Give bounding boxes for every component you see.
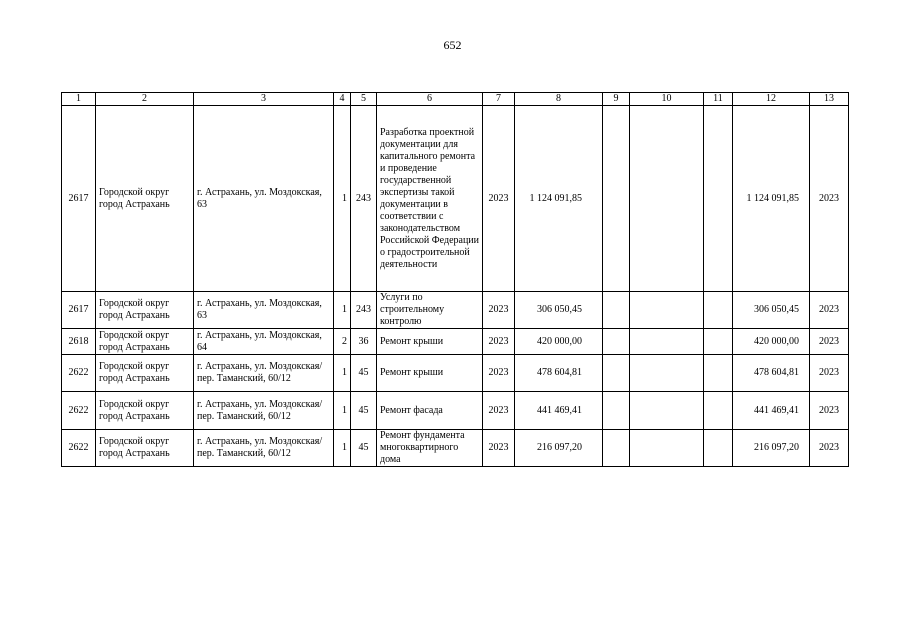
col-4-value: 1 [334, 292, 351, 329]
work-type: Ремонт фасада [377, 392, 483, 430]
column-number: 2 [96, 93, 194, 106]
col-11-value [704, 355, 733, 392]
address: г. Астрахань, ул. Моздокская, 64 [194, 329, 334, 355]
year-end: 2023 [810, 430, 849, 467]
address: г. Астрахань, ул. Моздокская/ пер. Таманский, 60/12 [194, 355, 334, 392]
column-number: 10 [630, 93, 704, 106]
table-row [62, 355, 849, 392]
column-number: 3 [194, 93, 334, 106]
column-number: 11 [704, 93, 733, 106]
row-id: 2617 [62, 106, 96, 292]
col-11-value [704, 292, 733, 329]
amount: 1 124 091,85 [515, 106, 603, 292]
col-10-value [630, 355, 704, 392]
total-amount: 1 124 091,85 [733, 106, 810, 292]
col-11-value [704, 430, 733, 467]
col-10-value [630, 430, 704, 467]
year: 2023 [483, 106, 515, 292]
capital-repair-table [61, 92, 849, 467]
municipality: Городской округ город Астрахань [96, 430, 194, 467]
address: г. Астрахань, ул. Моздокская, 63 [194, 292, 334, 329]
work-type: Услуги по строительному контролю [377, 292, 483, 329]
column-number: 13 [810, 93, 849, 106]
col-11-value [704, 392, 733, 430]
table-row [62, 106, 849, 292]
municipality: Городской округ город Астрахань [96, 392, 194, 430]
table-row [62, 292, 849, 329]
column-number: 1 [62, 93, 96, 106]
col-9-value [603, 392, 630, 430]
amount: 216 097,20 [515, 430, 603, 467]
col-9-value [603, 292, 630, 329]
total-amount: 478 604,81 [733, 355, 810, 392]
municipality: Городской округ город Астрахань [96, 106, 194, 292]
col-5-value: 36 [351, 329, 377, 355]
col-4-value: 1 [334, 392, 351, 430]
work-type: Ремонт крыши [377, 329, 483, 355]
year: 2023 [483, 392, 515, 430]
column-number: 8 [515, 93, 603, 106]
col-10-value [630, 106, 704, 292]
year-end: 2023 [810, 106, 849, 292]
year: 2023 [483, 430, 515, 467]
address: г. Астрахань, ул. Моздокская/ пер. Таманский, 60/12 [194, 430, 334, 467]
total-amount: 420 000,00 [733, 329, 810, 355]
row-id: 2622 [62, 392, 96, 430]
row-id: 2617 [62, 292, 96, 329]
col-5-value: 45 [351, 355, 377, 392]
col-4-value: 2 [334, 329, 351, 355]
col-4-value: 1 [334, 430, 351, 467]
page-number: 652 [443, 38, 462, 52]
column-number: 7 [483, 93, 515, 106]
municipality: Городской округ город Астрахань [96, 329, 194, 355]
year: 2023 [483, 355, 515, 392]
row-id: 2622 [62, 355, 96, 392]
work-type: Ремонт фундамента многоквартирного дома [377, 430, 483, 467]
table-row [62, 430, 849, 467]
amount: 306 050,45 [515, 292, 603, 329]
municipality: Городской округ город Астрахань [96, 292, 194, 329]
table-row [62, 392, 849, 430]
municipality: Городской округ город Астрахань [96, 355, 194, 392]
amount: 420 000,00 [515, 329, 603, 355]
col-10-value [630, 392, 704, 430]
col-9-value [603, 355, 630, 392]
year: 2023 [483, 292, 515, 329]
amount: 478 604,81 [515, 355, 603, 392]
column-number: 5 [351, 93, 377, 106]
address: г. Астрахань, ул. Моздокская/ пер. Таманский, 60/12 [194, 392, 334, 430]
total-amount: 441 469,41 [733, 392, 810, 430]
address: г. Астрахань, ул. Моздокская, 63 [194, 106, 334, 292]
column-number: 4 [334, 93, 351, 106]
col-5-value: 243 [351, 292, 377, 329]
col-9-value [603, 106, 630, 292]
work-type: Разработка проектной документации для капитального ремонта и проведение государственной экспертизы такой документации в соответствии с законодательством Российской Федерации о градостроительной деятельности [377, 106, 483, 292]
col-4-value: 1 [334, 355, 351, 392]
year-end: 2023 [810, 392, 849, 430]
column-number: 9 [603, 93, 630, 106]
year-end: 2023 [810, 355, 849, 392]
col-5-value: 45 [351, 392, 377, 430]
col-10-value [630, 292, 704, 329]
col-5-value: 243 [351, 106, 377, 292]
year-end: 2023 [810, 329, 849, 355]
amount: 441 469,41 [515, 392, 603, 430]
row-id: 2618 [62, 329, 96, 355]
year-end: 2023 [810, 292, 849, 329]
work-type: Ремонт крыши [377, 355, 483, 392]
col-9-value [603, 329, 630, 355]
table-row [62, 329, 849, 355]
column-number-row [62, 93, 849, 106]
row-id: 2622 [62, 430, 96, 467]
column-number: 6 [377, 93, 483, 106]
col-9-value [603, 430, 630, 467]
year: 2023 [483, 329, 515, 355]
col-11-value [704, 106, 733, 292]
col-10-value [630, 329, 704, 355]
column-number: 12 [733, 93, 810, 106]
col-5-value: 45 [351, 430, 377, 467]
col-4-value: 1 [334, 106, 351, 292]
total-amount: 216 097,20 [733, 430, 810, 467]
col-11-value [704, 329, 733, 355]
total-amount: 306 050,45 [733, 292, 810, 329]
